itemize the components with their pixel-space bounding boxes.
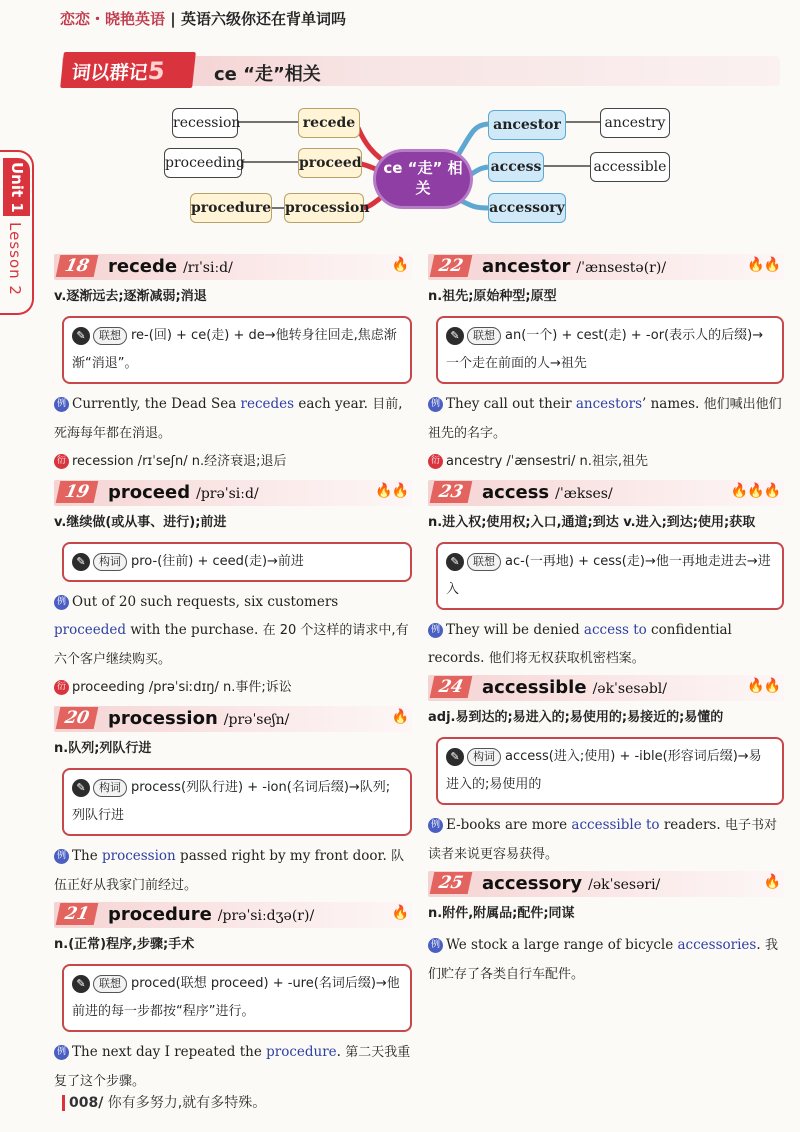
frequency-fire-icons: 🔥 [391,709,408,725]
entry-definition: n.附件,附属品;配件;同谋 [428,906,575,921]
example-translation: 电子书对读者来说更容易获得。 [428,818,777,862]
right-column [428,252,784,989]
entry-phonetic: /prəˈseʃn/ [223,712,290,728]
example-icon: 例 [54,849,69,864]
unit-label: Unit 1 [3,158,30,216]
memory-tip-box [62,964,412,1032]
entry-procession [54,706,412,900]
page-footer [62,1092,266,1112]
tip-tag: 构词 [467,748,501,766]
bulb-icon: ✎ [72,975,90,993]
entry-phonetic: /ˈækses/ [555,486,613,502]
example-translation: 我们贮存了各类自行车配件。 [428,938,778,982]
entry-head [54,254,412,280]
entry-number: 18 [56,255,99,277]
entry-procedure [54,902,412,1096]
memory-tip-box [62,316,412,384]
example-highlight: ancestors [575,396,643,412]
entry-word: ancestor /ˈænsestə(r)/ [482,256,667,277]
entry-head [54,706,412,732]
example-text-pre: They will be denied [446,622,584,638]
example-sentence [428,811,784,869]
entry-word: accessory /əkˈsesəri/ [482,873,661,894]
entry-accessible [428,675,784,869]
mind-map-center: ce “走” 相关 [376,152,470,206]
entry-number: 19 [56,481,99,503]
example-text-pre: E-books are more [446,817,572,833]
entry-definition: n.(正常)程序,步骤;手术 [54,937,195,952]
example-sentence [428,616,784,673]
example-highlight: access to [583,622,647,638]
example-text-post: ’ names. [642,396,704,412]
entry-number: 20 [56,707,99,729]
example-text-pre: The [72,848,102,864]
example-text-post: each year. [294,396,373,412]
entry-proceed [54,480,412,702]
entry-number: 25 [430,872,473,894]
frequency-fire-icons: 🔥 [391,905,408,921]
example-icon: 例 [54,397,69,412]
node-ancestor: ancestor [488,110,566,140]
entry-head [428,871,784,897]
entry-ancestor [428,254,784,476]
tip-text: process(列队行进) + -ion(名词后缀)→队列;列队行进 [72,780,391,823]
entry-head [428,675,784,701]
derivative-icon: 衍 [54,680,69,695]
entry-definition: v.继续做(或从事、进行);前进 [54,515,227,530]
bulb-icon: ✎ [446,748,464,766]
frequency-fire-icons: 🔥 [763,874,780,890]
memory-tip-box [436,316,784,384]
tip-text: access(进入;使用) + -ible(形容词后缀)→易进入的;易使用的 [446,749,762,792]
side-tab [0,150,34,315]
bulb-icon: ✎ [72,779,90,797]
entry-word: procedure /prəˈsiːdʒə(r)/ [108,904,315,925]
example-text-post: . [336,1044,346,1060]
entry-phonetic: /ˈænsestə(r)/ [576,260,667,276]
example-text-post: . [756,937,765,953]
node-procedure: procedure [190,193,272,223]
derivative-text: ancestry /ˈænsestri/ n.祖宗,祖先 [446,454,648,469]
tip-text: an(一个) + cest(走) + -or(表示人的后缀)→一个走在前面的人→祖先 [446,328,764,371]
derivative-icon: 衍 [54,454,69,469]
example-icon: 例 [428,938,443,953]
example-sentence [428,390,784,448]
memory-tip-box [62,768,412,836]
example-translation: 第二天我重复了这个步骤。 [54,1045,411,1089]
series-name: 恋恋・晓艳英语 [60,10,166,28]
example-highlight: recedes [240,396,295,412]
example-sentence [54,588,412,674]
frequency-fire-icons: 🔥🔥 [747,678,780,694]
frequency-fire-icons: 🔥🔥 [375,483,408,499]
example-text-post: readers. [659,817,725,833]
node-access: access [488,152,544,182]
derivative [428,448,784,476]
tip-tag: 联想 [93,975,127,993]
topic-title: ce “走”相关 [214,64,321,85]
example-translation: 目前,死海每年都在消退。 [54,397,403,441]
example-icon: 例 [428,397,443,412]
entry-phonetic: /əkˈsesəri/ [588,877,661,893]
entry-recede [54,254,412,476]
entry-definition: n.祖先;原始种型;原型 [428,289,557,304]
entry-head [428,480,784,506]
example-translation: 在 20 个这样的请求中,有六个客户继续购买。 [54,623,409,667]
tip-text: pro-(往前) + ceed(走)→前进 [131,554,304,569]
mind-map [0,0,800,240]
example-sentence [428,931,784,989]
entry-phonetic: /prəˈsiːdʒə(r)/ [217,908,315,924]
entry-accessory [428,871,784,989]
book-title: 英语六级你还在背单词吗 [180,10,346,28]
entry-phonetic: /rɪˈsiːd/ [183,260,233,276]
bulb-icon: ✎ [72,327,90,345]
header-separator: | [170,10,176,28]
example-text-pre: They call out their [446,396,576,412]
example-highlight: procedure [266,1044,337,1060]
node-proceed: proceed [298,148,362,178]
lesson-label: Lesson 2 [6,222,24,296]
tip-tag: 联想 [467,553,501,571]
example-sentence [54,1038,412,1096]
entry-word: proceed /prəˈsiːd/ [108,482,259,503]
example-text-pre: Currently, the Dead Sea [72,396,241,412]
entry-access [428,480,784,673]
entry-head [54,902,412,928]
bulb-icon: ✎ [446,327,464,345]
topic-badge-number: 5 [146,57,167,85]
tip-tag: 构词 [93,779,127,797]
memory-tip-box [436,737,784,805]
example-icon: 例 [428,623,443,638]
example-highlight: accessible to [571,817,660,833]
tip-text: re-(回) + ce(走) + de→他转身往回走,焦虑渐渐“消退”。 [72,328,397,371]
derivative-text: recession /rɪˈseʃn/ n.经济衰退;退后 [72,454,287,469]
derivative [54,448,412,476]
left-column [54,252,412,1096]
example-sentence [54,842,412,900]
tip-text: proced(联想 proceed) + -ure(名词后缀)→他前进的每一步都按“程序”进行。 [72,976,400,1019]
node-accessible: accessible [590,152,670,182]
memory-tip-box [436,542,784,610]
frequency-fire-icons: 🔥🔥 [747,257,780,273]
example-icon: 例 [54,595,69,610]
example-highlight: proceeded [54,622,127,638]
entry-head [428,254,784,280]
page-number: 008/ [62,1095,103,1111]
footer-motto: 你有多努力,就有多特殊。 [107,1095,267,1111]
entry-phonetic: /əkˈsesəbl/ [592,681,667,697]
entry-definition: n.进入权;使用权;入口,通道;到达 v.进入;到达;使用;获取 [428,515,756,530]
example-text-pre: The next day I repeated the [72,1044,267,1060]
tip-text: ac-(一再地) + cess(走)→他一再地走进去→进入 [446,554,771,597]
example-translation: 队伍正好从我家门前经过。 [54,849,405,893]
entry-number: 21 [56,903,99,925]
node-recession: recession [172,108,238,138]
entry-definition: adj.易到达的;易进入的;易使用的;易接近的;易懂的 [428,710,724,725]
tip-tag: 联想 [467,327,501,345]
entry-number: 24 [430,676,473,698]
example-icon: 例 [54,1045,69,1060]
example-translation: 他们喊出他们祖先的名字。 [428,397,782,441]
entry-number: 23 [430,481,473,503]
derivative [54,674,412,702]
frequency-fire-icons: 🔥🔥🔥 [730,483,780,499]
entry-word: accessible /əkˈsesəbl/ [482,677,667,698]
entry-word: recede /rɪˈsiːd/ [108,256,233,277]
example-text-post: passed right by my front door. [175,848,392,864]
tip-tag: 构词 [93,553,127,571]
node-recede: recede [298,108,360,138]
example-sentence [54,390,412,448]
node-ancestry: ancestry [600,108,670,138]
example-text-post: confidential records. [428,622,732,666]
memory-tip-box [62,542,412,582]
node-proceeding: proceeding [164,148,242,178]
entry-head [54,480,412,506]
bulb-icon: ✎ [72,553,90,571]
bulb-icon: ✎ [446,553,464,571]
entry-definition: n.队列;列队行进 [54,741,152,756]
example-highlight: procession [101,848,176,864]
entry-phonetic: /prəˈsiːd/ [196,486,259,502]
derivative-icon: 衍 [428,454,443,469]
entry-definition: v.逐渐远去;逐渐减弱;消退 [54,289,207,304]
example-text-pre: We stock a large range of bicycle [446,937,678,953]
frequency-fire-icons: 🔥 [391,257,408,273]
example-highlight: accessories [677,937,757,953]
tip-tag: 联想 [93,327,127,345]
derivative-text: proceeding /prəˈsiːdɪŋ/ n.事件;诉讼 [72,680,292,695]
node-procession: procession [284,193,364,223]
entry-word: procession /prəˈseʃn/ [108,708,290,729]
example-text-pre: Out of 20 such requests, six customers [72,594,339,610]
node-accessory: accessory [488,193,566,223]
topic-badge-label: 词以群记 [70,62,149,84]
example-text-post: with the purchase. [126,622,263,638]
example-icon: 例 [428,818,443,833]
entry-number: 22 [430,255,473,277]
entry-word: access /ˈækses/ [482,482,613,503]
example-translation: 他们将无权获取机密档案。 [488,651,645,666]
